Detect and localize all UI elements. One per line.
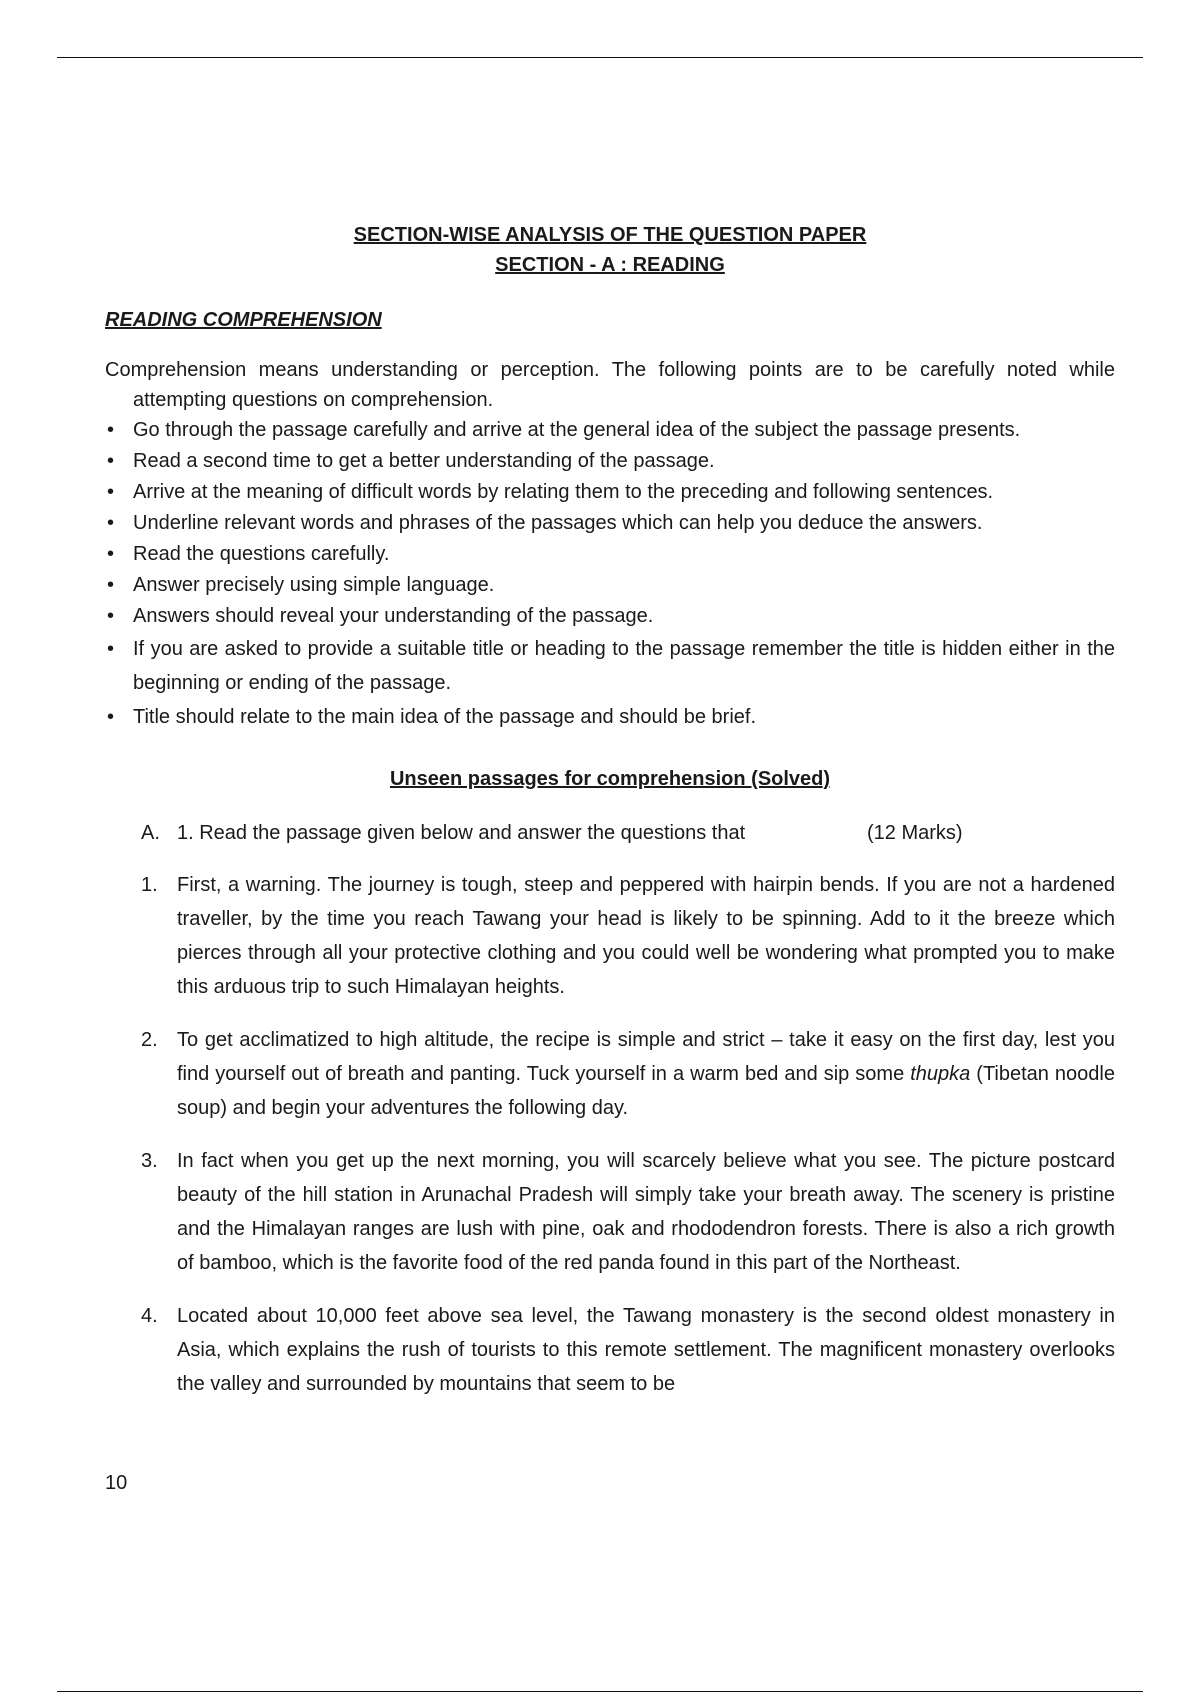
bottom-rule xyxy=(57,1691,1143,1692)
page-content xyxy=(105,220,1115,1420)
list-item-text: Answers should reveal your understanding of the passage. xyxy=(133,605,654,627)
bullet-icon: • xyxy=(107,706,115,728)
list-item-text: Arrive at the meaning of difficult words by relating them to the preceding and following sentences. xyxy=(133,481,994,503)
paragraph-italic-term: thupka xyxy=(910,1063,971,1085)
list-item-text: Answer precisely using simple language. xyxy=(133,574,495,596)
paragraph-text: Located about 10,000 feet above sea level, the Tawang monastery is the second oldest monastery in Asia, which explains the rush of tourists to this remote settlement. The magnificent monastery overlooks the valley and surrounded by mountains that seem to be xyxy=(177,1305,1115,1395)
list-item xyxy=(105,508,1115,539)
list-item-text: Title should relate to the main idea of the passage and should be brief. xyxy=(133,706,756,728)
bullet-icon: • xyxy=(107,450,115,472)
list-item-text: If you are asked to provide a suitable title or heading to the passage remember the title is hidden either in the beginning or ending of the passage. xyxy=(133,638,1115,694)
title-line-2: SECTION - A : READING xyxy=(495,254,725,276)
passages-heading: Unseen passages for comprehension (Solved) xyxy=(389,768,831,790)
paragraph-text-part: (Tibetan noodle soup) and begin your adventures the following day. xyxy=(177,1063,1115,1119)
passage-paragraph xyxy=(105,1299,1115,1401)
paragraph-number: 4. xyxy=(141,1305,158,1327)
list-item xyxy=(105,570,1115,601)
section-heading: READING COMPREHENSION xyxy=(105,309,382,331)
bullet-icon: • xyxy=(107,419,115,441)
bullet-icon: • xyxy=(107,512,115,534)
list-item xyxy=(105,539,1115,570)
paragraph-number: 2. xyxy=(141,1029,158,1051)
title-line-1: SECTION-WISE ANALYSIS OF THE QUESTION PAPER xyxy=(353,224,867,246)
paragraph-text-part: To get acclimatized to high altitude, the recipe is simple and strict – take it easy on the first day, lest you find yourself out of breath and panting. Tuck yourself in a warm bed and sip some xyxy=(177,1029,1115,1085)
passage-paragraphs xyxy=(105,868,1115,1401)
list-item-text: Read the questions carefully. xyxy=(133,543,390,565)
list-item xyxy=(105,415,1115,446)
list-item-text: Read a second time to get a better understanding of the passage. xyxy=(133,450,715,472)
paragraph-number: 3. xyxy=(141,1150,158,1172)
bullet-icon: • xyxy=(107,574,115,596)
page-number: 10 xyxy=(105,1472,128,1494)
tips-list xyxy=(105,415,1115,734)
passage-paragraph xyxy=(105,868,1115,1004)
list-item xyxy=(105,601,1115,632)
paragraph-number: 1. xyxy=(141,874,158,896)
bullet-icon: • xyxy=(107,481,115,503)
bullet-icon: • xyxy=(107,605,115,627)
intro-paragraph: Comprehension means understanding or perception. The following points are to be carefully noted while attempting questions on comprehension. xyxy=(105,359,1115,411)
list-item xyxy=(105,446,1115,477)
bullet-icon: • xyxy=(107,638,115,660)
passage-paragraph xyxy=(105,1144,1115,1280)
list-item xyxy=(105,700,1115,734)
paragraph-text: First, a warning. The journey is tough, steep and peppered with hairpin bends. If you are not a hardened traveller, by the time you reach Tawang your head is likely to be spinning. Add to it the breeze which pierces through all your protective clothing and you could well be wondering what prompted you to make this arduous trip to such Himalayan heights. xyxy=(177,874,1115,998)
question-marks: (12 Marks) xyxy=(867,822,963,844)
top-rule xyxy=(57,57,1143,58)
passage-paragraph xyxy=(105,1023,1115,1125)
list-item-text: Go through the passage carefully and arrive at the general idea of the subject the passage presents. xyxy=(133,419,1021,441)
list-item-text: Underline relevant words and phrases of the passages which can help you deduce the answers. xyxy=(133,512,983,534)
question-text: 1. Read the passage given below and answer the questions that xyxy=(177,822,746,844)
question-letter: A. xyxy=(141,822,160,844)
paragraph-text: In fact when you get up the next morning, you will scarcely believe what you see. The picture postcard beauty of the hill station in Arunachal Pradesh will simply take your breath away. The scenery is pristine and the Himalayan ranges are lush with pine, oak and rhododendron forests. There is also a rich growth of bamboo, which is the favorite food of the red panda found in this part of the Northeast. xyxy=(177,1150,1115,1274)
bullet-icon: • xyxy=(107,543,115,565)
list-item xyxy=(105,477,1115,508)
page-title xyxy=(105,220,1115,280)
question-instruction xyxy=(105,818,1115,848)
list-item xyxy=(105,632,1115,700)
